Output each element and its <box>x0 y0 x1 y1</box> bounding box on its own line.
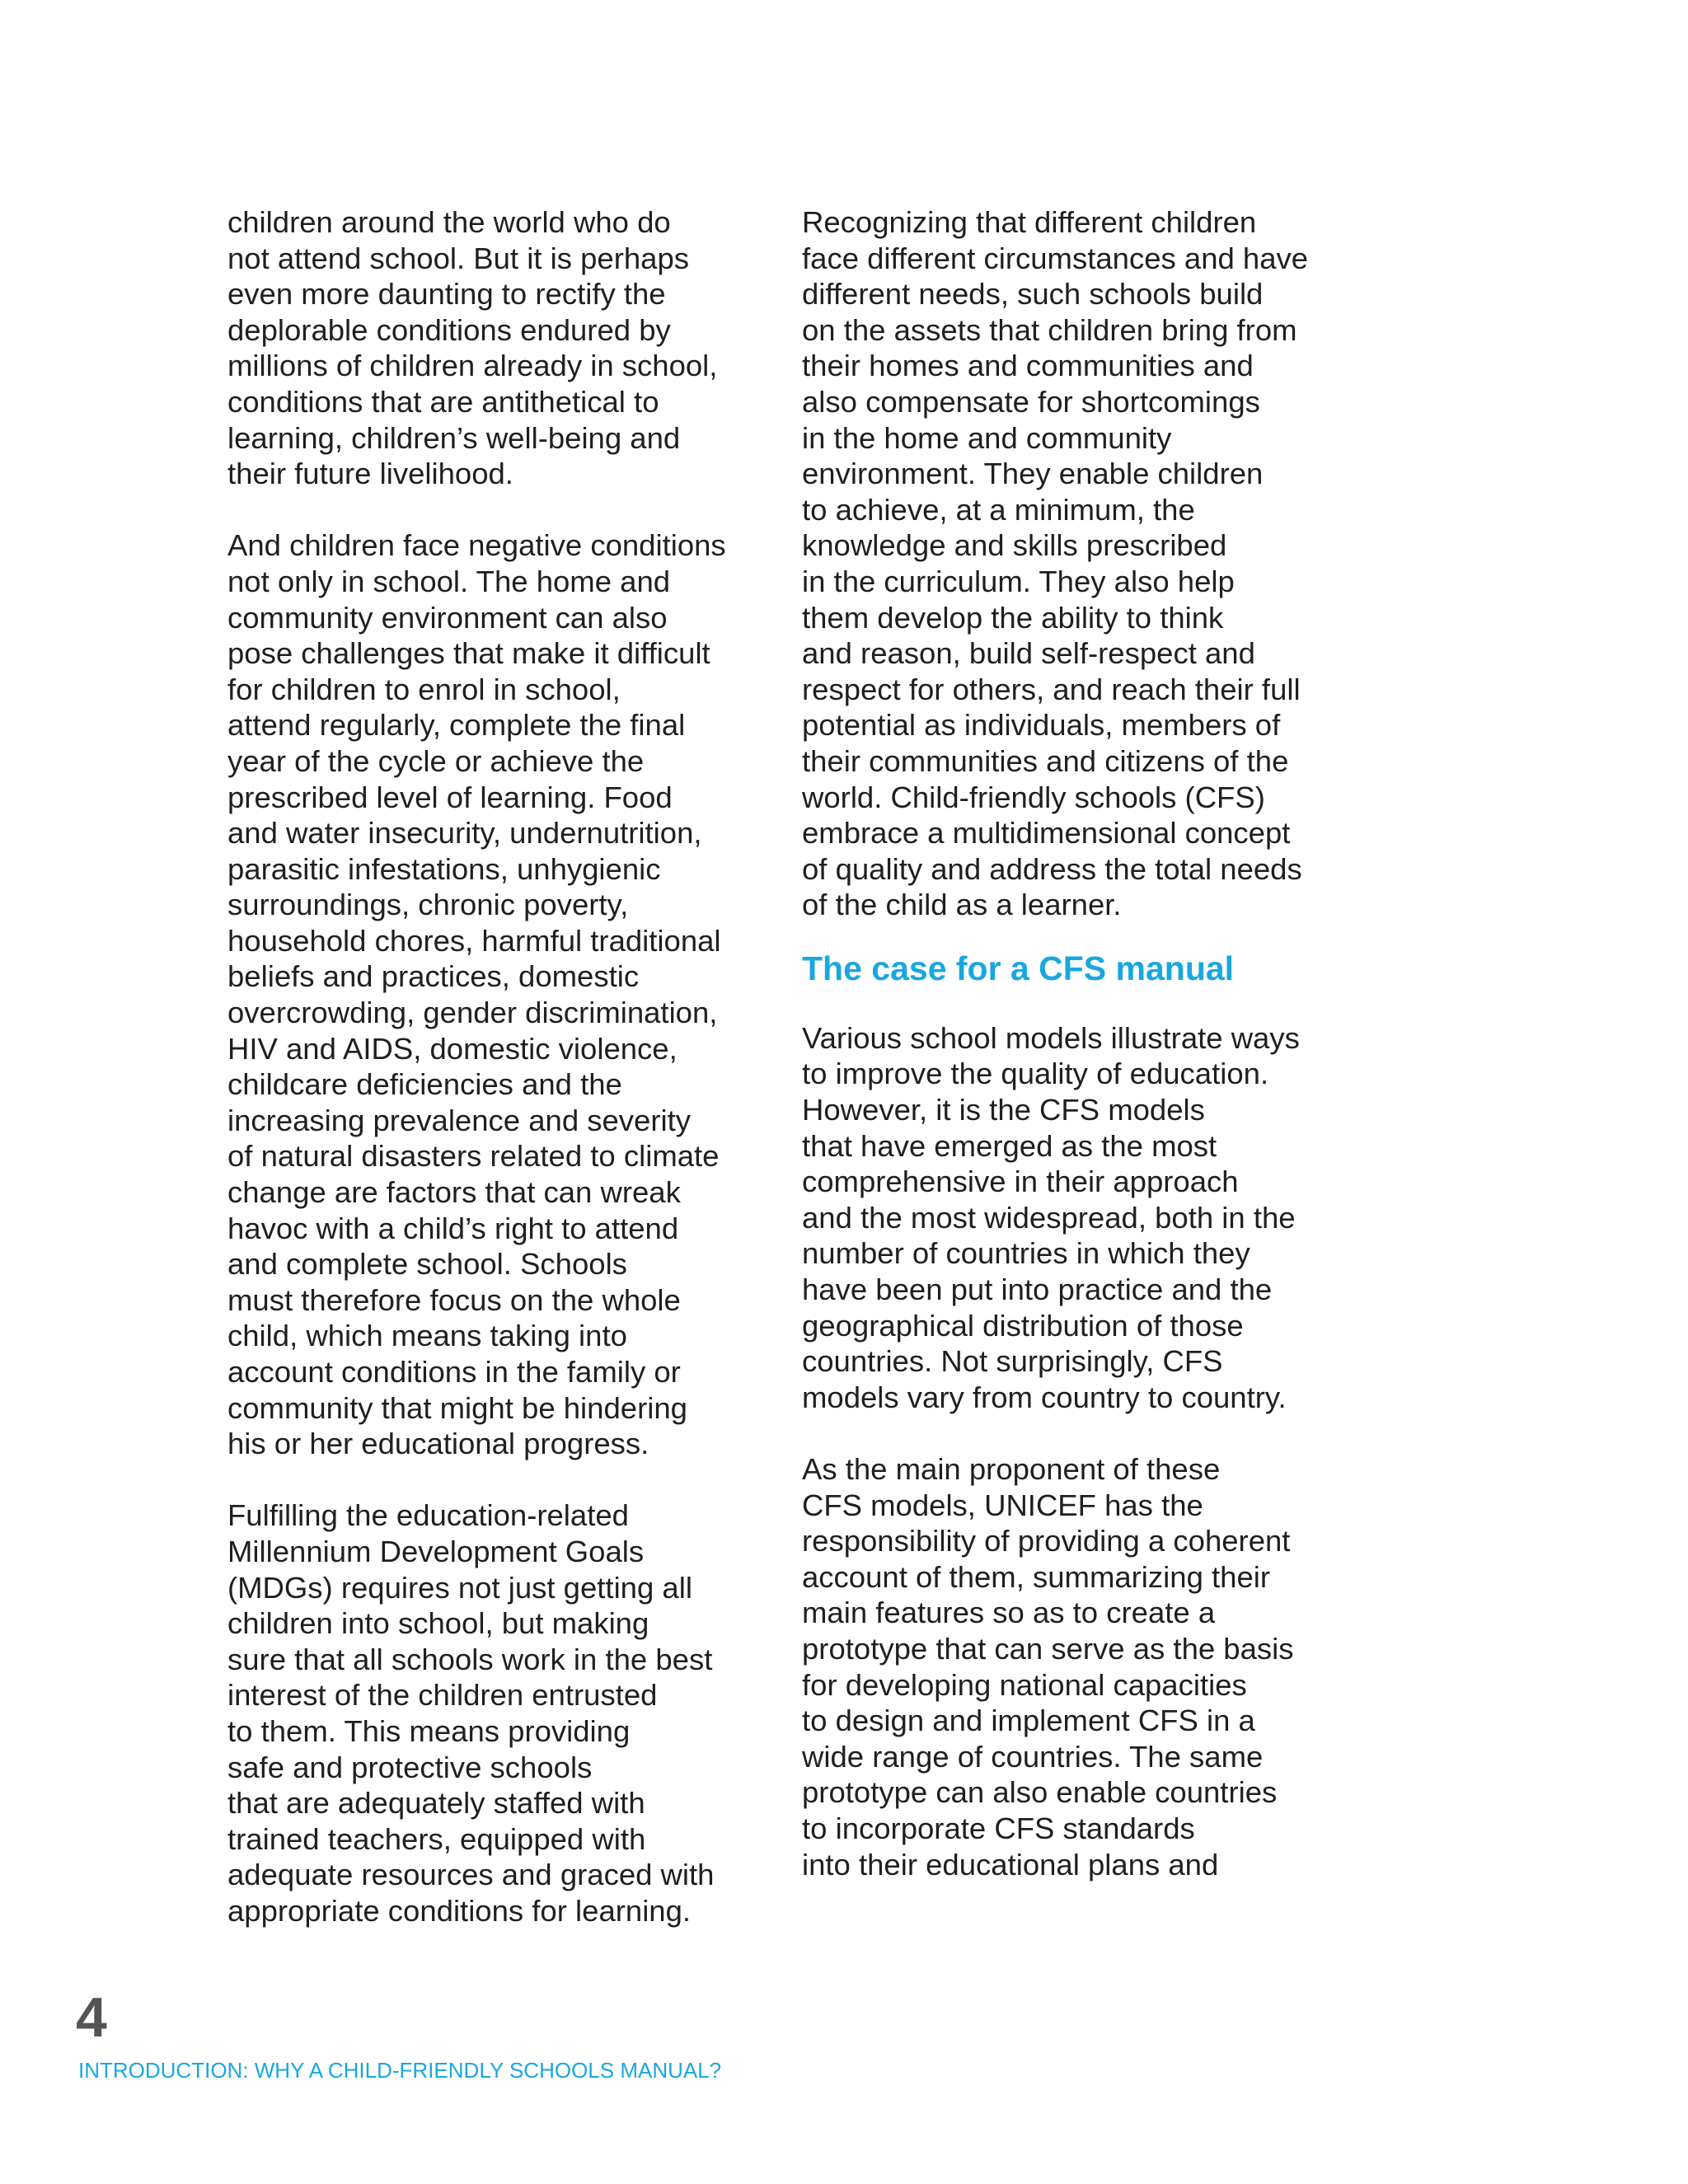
text-line: embrace a multidimensional concept <box>802 816 1291 851</box>
right-paragraph-2 <box>802 1020 1362 1416</box>
text-line: in the curriculum. They also help <box>802 564 1235 598</box>
text-line: children into school, but making <box>227 1606 649 1641</box>
text-line: in the home and community <box>802 420 1172 455</box>
text-line: responsibility of providing a coherent <box>802 1524 1291 1558</box>
text-line: and the most widespread, both in the <box>802 1200 1296 1235</box>
text-line: community that might be hindering <box>227 1390 687 1425</box>
text-line: and water insecurity, undernutrition, <box>227 816 702 851</box>
text-line: prescribed level of learning. Food <box>227 780 673 814</box>
text-line: face different circumstances and have <box>802 241 1309 275</box>
text-line: CFS models, UNICEF has the <box>802 1488 1203 1522</box>
text-line: potential as individuals, members of <box>802 708 1281 743</box>
text-line: overcrowding, gender discrimination, <box>227 996 718 1030</box>
text-line: respect for others, and reach their full <box>802 672 1301 706</box>
text-line: world. Child-friendly schools (CFS) <box>802 780 1265 814</box>
text-line: to incorporate CFS standards <box>802 1811 1195 1845</box>
text-line: not only in school. The home and <box>227 564 671 598</box>
text-line: deplorable conditions endured by <box>227 312 671 347</box>
text-line: millions of children already in school, <box>227 349 718 383</box>
text-line: even more daunting to rectify the <box>227 277 666 312</box>
text-line: Recognizing that different children <box>802 205 1257 239</box>
running-footer: INTRODUCTION: WHY A CHILD-FRIENDLY SCHOOLS MANUAL? <box>78 2058 722 2083</box>
text-line: that have emerged as the most <box>802 1128 1217 1163</box>
left-paragraph-1 <box>227 204 788 492</box>
text-line: child, which means taking into <box>227 1319 627 1353</box>
text-line: geographical distribution of those <box>802 1308 1244 1343</box>
text-line: also compensate for shortcomings <box>802 384 1260 419</box>
text-line: to improve the quality of education. <box>802 1057 1269 1091</box>
text-line: year of the cycle or achieve the <box>227 743 645 778</box>
paragraph-gap <box>802 1415 1362 1451</box>
text-line: HIV and AIDS, domestic violence, <box>227 1031 678 1066</box>
text-line: attend regularly, complete the final <box>227 708 686 743</box>
text-line: their homes and communities and <box>802 349 1254 383</box>
left-paragraph-3 <box>227 1497 788 1929</box>
paragraph-gap <box>227 492 788 528</box>
text-line: different needs, such schools build <box>802 277 1264 312</box>
page-number: 4 <box>76 1986 107 2049</box>
text-line: models vary from country to country. <box>802 1380 1287 1414</box>
text-line: for children to enrol in school, <box>227 672 621 706</box>
text-line: trained teachers, equipped with <box>227 1821 646 1856</box>
text-line: of quality and address the total needs <box>802 851 1302 886</box>
text-line: prototype can also enable countries <box>802 1775 1278 1810</box>
text-line: their future livelihood. <box>227 457 513 491</box>
text-line: of natural disasters related to climate <box>227 1139 720 1174</box>
text-line: beliefs and practices, domestic <box>227 959 640 994</box>
text-line: safe and protective schools <box>227 1750 593 1784</box>
text-line: pose challenges that make it difficult <box>227 636 710 671</box>
text-line: that are adequately staffed with <box>227 1786 645 1821</box>
text-line: (MDGs) requires not just getting all <box>227 1570 692 1605</box>
text-line: change are factors that can wreak <box>227 1175 681 1210</box>
text-line: knowledge and skills prescribed <box>802 528 1227 563</box>
text-line: adequate resources and graced with <box>227 1858 715 1892</box>
text-line: must therefore focus on the whole <box>227 1282 681 1317</box>
text-line: on the assets that children bring from <box>802 312 1297 347</box>
text-line: surroundings, chronic poverty, <box>227 888 629 922</box>
text-line: their communities and citizens of the <box>802 743 1289 778</box>
right-paragraph-1 <box>802 204 1362 923</box>
text-line: to them. This means providing <box>227 1713 631 1748</box>
text-line: his or her educational progress. <box>227 1427 649 1461</box>
text-line: conditions that are antithetical to <box>227 384 659 419</box>
text-line: interest of the children entrusted <box>227 1678 658 1713</box>
text-line: into their educational plans and <box>802 1847 1219 1882</box>
left-paragraph-2 <box>227 527 788 1461</box>
text-line: appropriate conditions for learning. <box>227 1893 692 1928</box>
text-line: number of countries in which they <box>802 1236 1250 1271</box>
text-line: Various school models illustrate ways <box>802 1020 1300 1055</box>
text-line: account conditions in the family or <box>227 1355 681 1389</box>
text-line: and complete school. Schools <box>227 1247 627 1282</box>
text-line: have been put into practice and the <box>802 1272 1273 1307</box>
text-line: Millennium Development Goals <box>227 1534 645 1568</box>
text-line: prototype that can serve as the basis <box>802 1631 1294 1666</box>
paragraph-gap <box>227 1462 788 1498</box>
right-paragraph-3 <box>802 1451 1362 1882</box>
section-heading: The case for a CFS manual <box>802 949 1235 987</box>
text-line: environment. They enable children <box>802 457 1264 491</box>
text-line: children around the world who do <box>227 205 671 239</box>
text-line: However, it is the CFS models <box>802 1093 1205 1127</box>
text-line: Fulfilling the education-related <box>227 1498 629 1533</box>
text-line: not attend school. But it is perhaps <box>227 241 690 275</box>
text-line: parasitic infestations, unhygienic <box>227 851 661 886</box>
text-line: for developing national capacities <box>802 1667 1247 1702</box>
text-line: to design and implement CFS in a <box>802 1704 1255 1738</box>
right-column <box>802 204 1362 1882</box>
text-line: of the child as a learner. <box>802 888 1122 922</box>
text-line: sure that all schools work in the best <box>227 1642 713 1676</box>
text-line: and reason, build self-respect and <box>802 636 1255 671</box>
text-line: comprehensive in their approach <box>802 1165 1239 1199</box>
text-line: As the main proponent of these <box>802 1452 1221 1486</box>
text-line: them develop the ability to think <box>802 600 1224 635</box>
text-line: household chores, harmful traditional <box>227 923 721 958</box>
text-line: increasing prevalence and severity <box>227 1103 692 1137</box>
text-line: to achieve, at a minimum, the <box>802 492 1195 527</box>
text-line: countries. Not surprisingly, CFS <box>802 1344 1223 1379</box>
text-line: main features so as to create a <box>802 1596 1216 1630</box>
text-line: havoc with a child’s right to attend <box>227 1211 679 1245</box>
text-line: And children face negative conditions <box>227 528 726 563</box>
text-line: wide range of countries. The same <box>802 1739 1264 1774</box>
left-column <box>227 204 788 1929</box>
text-line: account of them, summarizing their <box>802 1559 1271 1594</box>
text-line: childcare deficiencies and the <box>227 1067 622 1102</box>
text-line: learning, children’s well-being and <box>227 420 681 455</box>
text-line: community environment can also <box>227 600 668 635</box>
